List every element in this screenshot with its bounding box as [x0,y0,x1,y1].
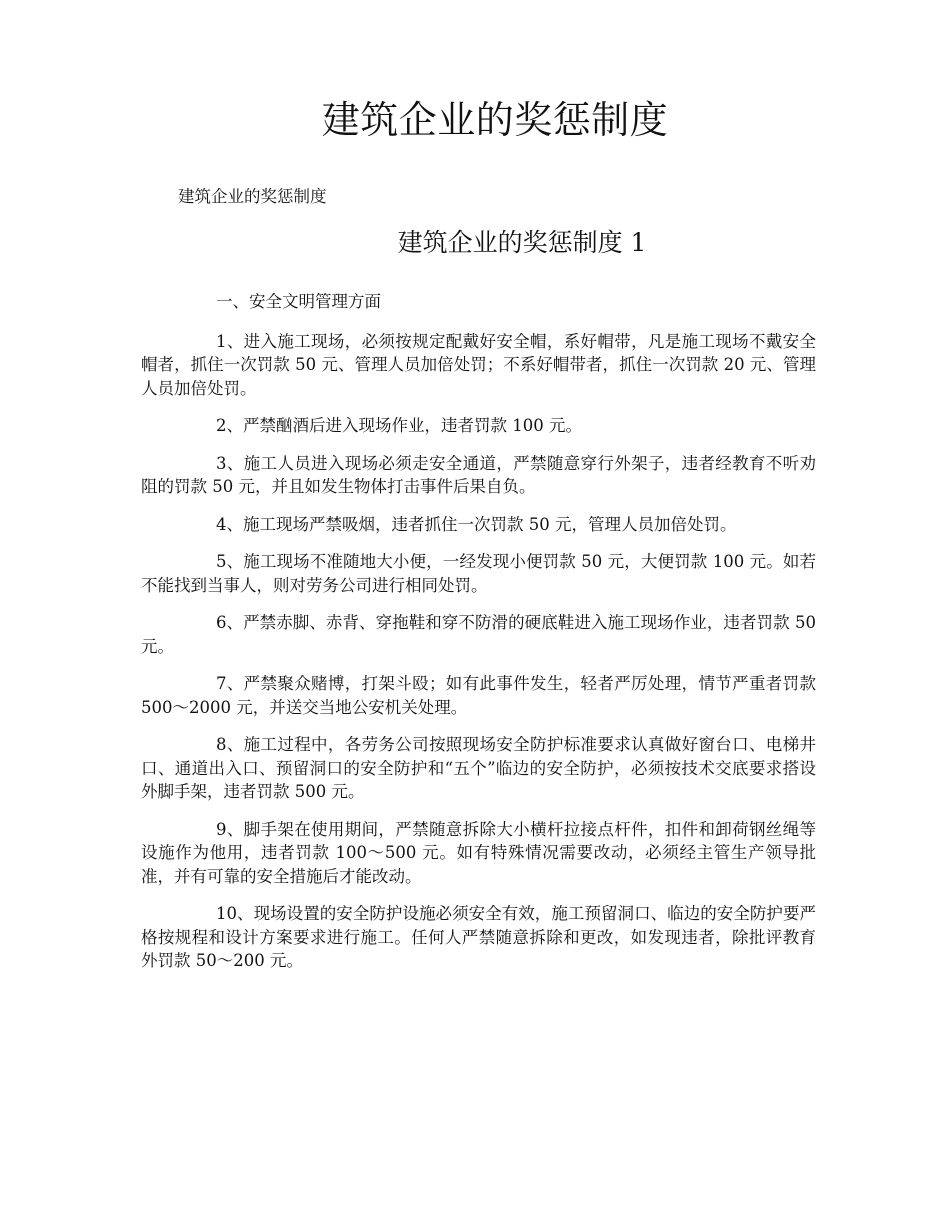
paragraph-1: 1、进入施工现场，必须按规定配戴好安全帽，系好帽带，凡是施工现场不戴安全帽者，抓住一次罚款 50 元、管理人员加倍处罚；不系好帽带者，抓住一次罚款 20 元、管理人员加倍处罚。 [141,331,816,398]
paragraph-6: 6、严禁赤脚、赤背、穿拖鞋和穿不防滑的硬底鞋进入施工现场作业，违者罚款 50 元。 [141,613,816,656]
document-subtitle: 建筑企业的奖惩制度 [178,187,327,206]
document-title: 建筑企业的奖惩制度 [321,98,669,142]
paragraph-2: 2、严禁酗酒后进入现场作业，违者罚款 100 元。 [216,416,582,435]
section-heading: 一、安全文明管理方面 [216,292,381,311]
paragraph-3: 3、施工人员进入现场必须走安全通道，严禁随意穿行外架子，违者经教育不听劝阻的罚款 50 元，并且如发生物体打击事件后果自负。 [141,453,816,496]
paragraph-5: 5、施工现场不准随地大小便，一经发现小便罚款 50 元，大便罚款 100 元。如若不能找到当事人，则对劳务公司进行相同处罚。 [141,552,816,595]
paragraph-7: 7、严禁聚众赌博，打架斗殴；如有此事件发生，轻者严厉处理，情节严重者罚款 500～2000 元，并送交当地公安机关处理。 [141,674,816,717]
paragraph-8: 8、施工过程中，各劳务公司按照现场安全防护标准要求认真做好窗台口、电梯井口、通道出入口、预留洞口的安全防护和“五个”临边的安全防护，必须按技术交底要求搭设外脚手架，违者罚款 500 元。 [141,735,816,801]
paragraph-9: 9、脚手架在使用期间，严禁随意拆除大小横杆拉接点杆件，扣件和卸荷钢丝绳等设施作为他用，违者罚款 100～500 元。如有特殊情况需要改动，必须经主管生产领导批准，并有可靠的安全措施后才能改动。 [141,819,816,886]
document-body [141,290,816,987]
section-title: 建筑企业的奖惩制度 1 [397,228,647,257]
paragraph-4: 4、施工现场严禁吸烟，违者抓住一次罚款 50 元，管理人员加倍处罚。 [216,514,737,534]
paragraph-10: 10、现场设置的安全防护设施必须安全有效，施工预留洞口、临边的安全防护要严格按规程和设计方案要求进行施工。任何人严禁随意拆除和更改，如发现违者，除批评教育外罚款 50～200 元。 [141,904,816,970]
